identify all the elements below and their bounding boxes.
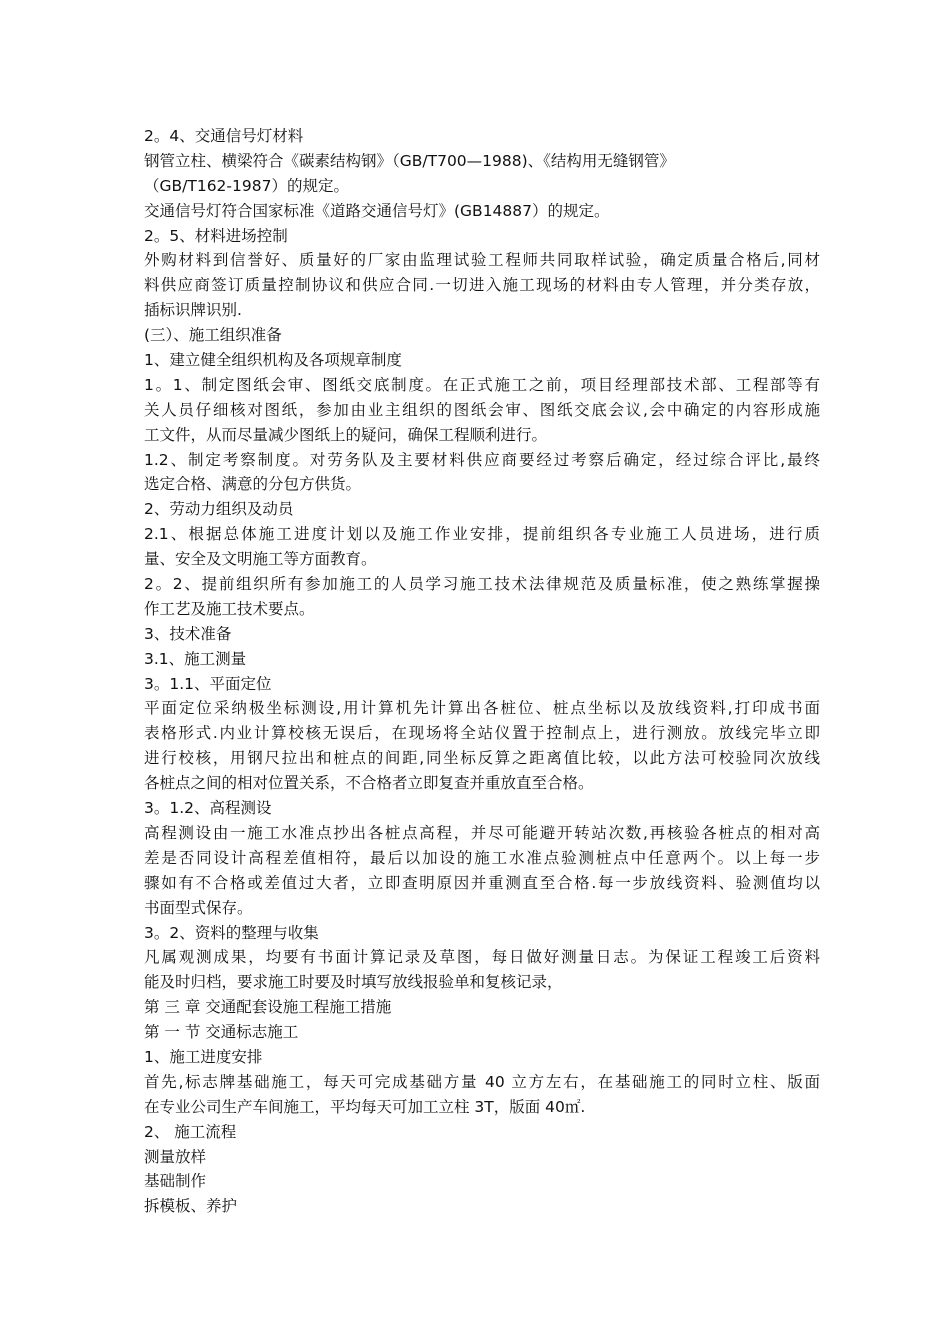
text-line: 能及时归档，要求施工时要及时填写放线报验单和复核记录， xyxy=(144,973,563,992)
text-line: 拆模板、养护 xyxy=(144,1197,238,1216)
text-line: 第 三 章 交通配套设施工程施工措施 xyxy=(144,998,392,1017)
text-line: 测量放样 xyxy=(144,1147,207,1166)
text-line: 2、 施工流程 xyxy=(144,1122,237,1141)
text-line: 3。1.1、平面定位 xyxy=(144,674,272,693)
text-line: 进行校核，用钢尺拉出和桩点的间距,同坐标反算之距离值比较，以此方法可校验同次放线 xyxy=(144,749,820,768)
text-line: 高程测设由一施工水准点抄出各桩点高程，并尽可能避开转站次数,再核验各桩点的相对高 xyxy=(144,823,820,842)
text-line: 工文件，从而尽量减少图纸上的疑问，确保工程顺利进行。 xyxy=(144,425,548,444)
text-line: 交通信号灯符合国家标准《道路交通信号灯》(GB14887）的规定。 xyxy=(144,201,610,220)
text-line: 作工艺及施工技术要点。 xyxy=(144,599,315,618)
text-line: 外购材料到信誉好、质量好的厂家由监理试验工程师共同取样试验，确定质量合格后,同材 xyxy=(144,251,820,270)
text-line: 3.1、施工测量 xyxy=(144,649,247,668)
text-line: 表格形式.内业计算校核无误后，在现场将全站仪置于控制点上，进行测放。放线完毕立即 xyxy=(144,724,820,743)
text-line: 各桩点之间的相对位置关系，不合格者立即复查并重放直至合格。 xyxy=(144,774,594,793)
text-line: 料供应商签订质量控制协议和供应合同.一切进入施工现场的材料由专人管理，并分类存放， xyxy=(144,276,820,295)
text-line: 2.1、根据总体施工进度计划以及施工作业安排，提前组织各专业施工人员进场，进行质 xyxy=(144,525,820,544)
text-line: 2。2、提前组织所有参加施工的人员学习施工技术法律规范及质量标准，使之熟练掌握操 xyxy=(144,575,820,594)
text-line: （GB/T162-1987）的规定。 xyxy=(144,176,349,195)
text-line: 钢管立柱、横梁符合《碳素结构钢》（GB/T700—1988)、《结构用无缝钢管》 xyxy=(144,151,675,170)
text-line: 首先,标志牌基础施工，每天可完成基础方量 40 立方左右，在基础施工的同时立柱、版面 xyxy=(144,1072,820,1091)
text-line: 平面定位采纳极坐标测设,用计算机先计算出各桩位、桩点坐标以及放线资料,打印成书面 xyxy=(144,699,820,718)
text-line: 2、劳动力组织及动员 xyxy=(144,500,294,519)
text-line: 差是否同设计高程差值相符，最后以加设的施工水准点验测桩点中任意两个。以上每一步 xyxy=(144,848,820,867)
text-line: 在专业公司生产车间施工，平均每天可加工立柱 3T，版面 40㎡. xyxy=(144,1097,586,1116)
document-body xyxy=(144,124,820,1219)
text-line: 量、安全及文明施工等方面教育。 xyxy=(144,550,377,569)
text-line: 1.2、制定考察制度。对劳务队及主要材料供应商要经过考察后确定，经过综合评比,最终 xyxy=(144,450,820,469)
text-line: 插标识牌识别. xyxy=(144,301,242,320)
text-line: 3、技术准备 xyxy=(144,624,232,643)
text-line: 1、施工进度安排 xyxy=(144,1047,263,1066)
text-line: 基础制作 xyxy=(144,1172,207,1191)
text-line: (三）、施工组织准备 xyxy=(144,326,282,345)
text-line: 第 一 节 交通标志施工 xyxy=(144,1023,299,1042)
text-line: 3。2、资料的整理与收集 xyxy=(144,923,319,942)
text-line: 1、建立健全组织机构及各项规章制度 xyxy=(144,351,402,370)
text-line: 书面型式保存。 xyxy=(144,898,253,917)
text-line: 选定合格、满意的分包方供货。 xyxy=(144,475,362,494)
text-line: 3。1.2、高程测设 xyxy=(144,799,272,818)
text-line: 骤如有不合格或差值过大者，立即查明原因并重测直至合格.每一步放线资料、验测值均以 xyxy=(144,873,820,892)
text-line: 1。1、制定图纸会审、图纸交底制度。在正式施工之前，项目经理部技术部、工程部等有 xyxy=(144,375,820,394)
text-line: 凡属观测成果，均要有书面计算记录及草图，每日做好测量日志。为保证工程竣工后资料 xyxy=(144,948,820,967)
text-line: 2。5、材料进场控制 xyxy=(144,226,288,245)
text-line: 2。4、交通信号灯材料 xyxy=(144,127,304,145)
text-line: 关人员仔细核对图纸，参加由业主组织的图纸会审、图纸交底会议,会中确定的内容形成施 xyxy=(144,400,820,419)
